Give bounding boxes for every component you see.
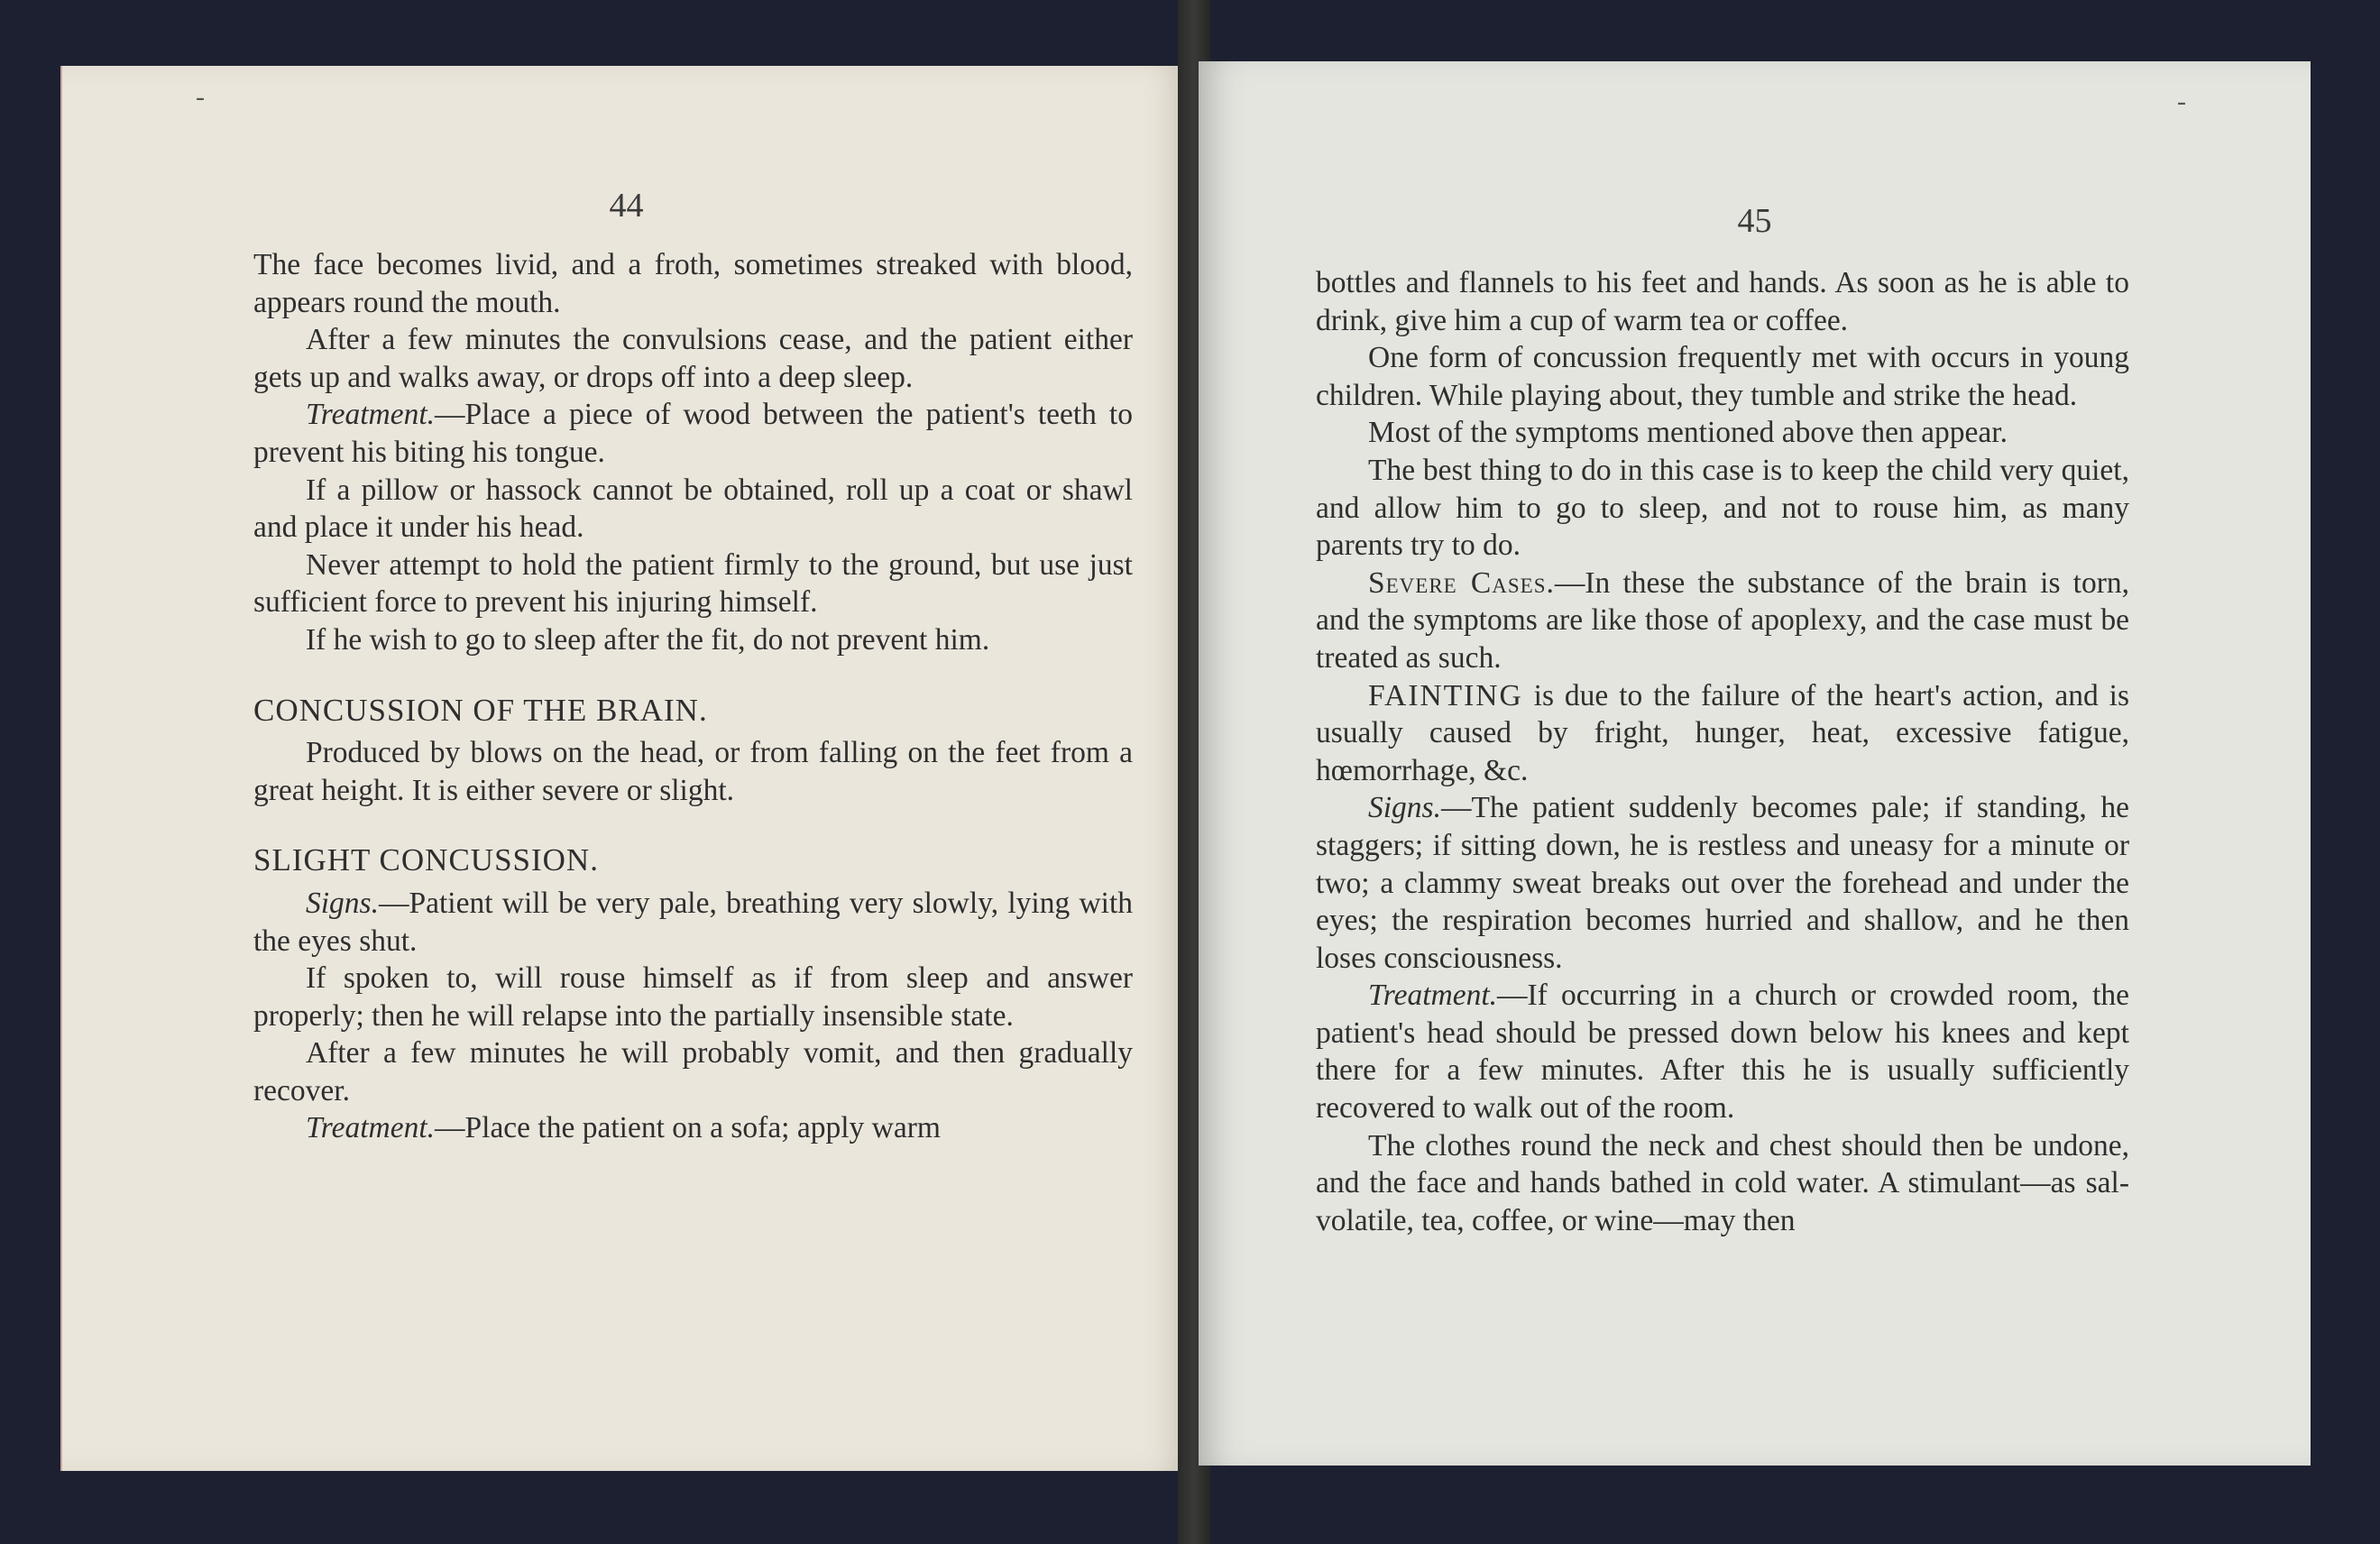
paragraph-lead: FAINTING	[1368, 678, 1523, 712]
paragraph	[253, 885, 1133, 960]
paragraph-text: Most of the symptoms mentioned above then appear.	[1368, 416, 2008, 450]
paragraph-lead: Treatment.	[1368, 979, 1497, 1013]
left-page-paragraphs	[253, 246, 1133, 659]
paragraph-text: —The patient suddenly becomes pale; if standing, he staggers; if sitting down, he is restless and uneasy for a minute or two; a clammy sweat breaks out over the forehead and under the eyes; the respiration becomes hurried and shallow, and he then loses consciousness.	[1316, 791, 2129, 975]
right-page-text	[1316, 264, 2129, 1239]
paragraph	[253, 621, 1133, 659]
paragraph	[1316, 414, 2129, 452]
paragraph	[253, 1109, 1133, 1147]
left-page-text	[253, 246, 1133, 1147]
paragraph-text: One form of concussion frequently met with occurs in young children. While playing about, they tumble and strike the head.	[1316, 341, 2129, 412]
paragraph-text: The best thing to do in this case is to keep the child very quiet, and allow him to go to sleep, and not to rouse him, as many parents try to do.	[1316, 453, 2129, 563]
paragraph	[253, 246, 1133, 321]
right-page	[1199, 61, 2311, 1466]
paragraph-text: —If occurring in a church or crowded room, the patient's head should be pressed down below his knees and kept there for a few minutes. After this he is usually sufficiently recovered to walk out of the room.	[1316, 979, 2129, 1126]
paragraph-lead: Signs.	[306, 886, 379, 920]
paragraph-text: —Place a piece of wood between the patient's teeth to prevent his biting his tongue.	[253, 398, 1133, 469]
paragraph	[1316, 977, 2129, 1126]
section-heading-slight-concussion: SLIGHT CONCUSSION.	[253, 842, 599, 878]
paragraph-lead: Severe Cases.	[1368, 565, 1555, 600]
right-page-number: 45	[1737, 202, 1772, 240]
paragraph-lead: Signs.	[1368, 791, 1441, 825]
paragraph	[1316, 789, 2129, 977]
paragraph	[1316, 1127, 2129, 1240]
paragraph-text: —In these the substance of the brain is torn, and the symptoms are like those of apoplexy, and the case must be treated as such.	[1316, 565, 2129, 675]
paragraph-text: If he wish to go to sleep after the fit, do not prevent him.	[306, 622, 990, 657]
left-page-number: 44	[609, 187, 644, 225]
paragraph-text: The clothes round the neck and chest should then be undone, and the face and hands bathed in cold water. A stimulant—as sal-volatile, tea, coffee, or wine—may then	[1316, 1128, 2129, 1237]
right-page-top-mark: -	[2177, 87, 2186, 116]
section-heading-concussion: CONCUSSION OF THE BRAIN.	[253, 692, 708, 728]
paragraph	[1316, 565, 2129, 677]
left-page	[60, 66, 1190, 1471]
left-page-top-mark: -	[196, 82, 205, 112]
paragraph-lead: Treatment.	[306, 1111, 435, 1145]
left-page-paragraphs-concussion	[253, 734, 1133, 809]
paragraph-text: is due to the failure of the heart's action, and is usually caused by fright, hunger, heat, excessive fatigue, hœmorrhage, &c.	[1316, 678, 2129, 787]
paragraph	[1316, 339, 2129, 414]
paragraph	[253, 1034, 1133, 1109]
paragraph-text: After a few minutes he will probably vomit, and then gradually recover.	[253, 1036, 1133, 1107]
paragraph	[253, 734, 1133, 809]
paragraph	[253, 472, 1133, 547]
paragraph-text: After a few minutes the convulsions cease, and the patient either gets up and walks away, or drops off into a deep sleep.	[253, 323, 1133, 394]
paragraph-text: Produced by blows on the head, or from falling on the feet from a great height. It is either severe or slight.	[253, 736, 1133, 807]
right-page-paragraphs	[1316, 264, 2129, 1239]
paragraph-text: If a pillow or hassock cannot be obtained, roll up a coat or shawl and place it under his head.	[253, 473, 1133, 545]
paragraph-lead: Treatment.	[306, 398, 435, 432]
paragraph-text: —Place the patient on a sofa; apply warm	[435, 1111, 941, 1145]
paragraph-text: If spoken to, will rouse himself as if from sleep and answer properly; then he will relapse into the partially insensible state.	[253, 961, 1133, 1033]
paragraph	[253, 547, 1133, 621]
paragraph-text: —Patient will be very pale, breathing very slowly, lying with the eyes shut.	[253, 886, 1133, 958]
paragraph	[1316, 264, 2129, 339]
paragraph	[253, 396, 1133, 471]
paragraph	[253, 321, 1133, 396]
paragraph-text: Never attempt to hold the patient firmly to the ground, but use just sufficient force to prevent his injuring himself.	[253, 547, 1133, 620]
paragraph	[1316, 677, 2129, 790]
paragraph	[1316, 452, 2129, 565]
paragraph	[253, 960, 1133, 1034]
left-page-paragraphs-slight	[253, 885, 1133, 1147]
paragraph-text: bottles and flannels to his feet and hands. As soon as he is able to drink, give him a cup of warm tea or coffee.	[1316, 266, 2129, 337]
paragraph-text: The face becomes livid, and a froth, sometimes streaked with blood, appears round the mouth.	[253, 248, 1133, 319]
